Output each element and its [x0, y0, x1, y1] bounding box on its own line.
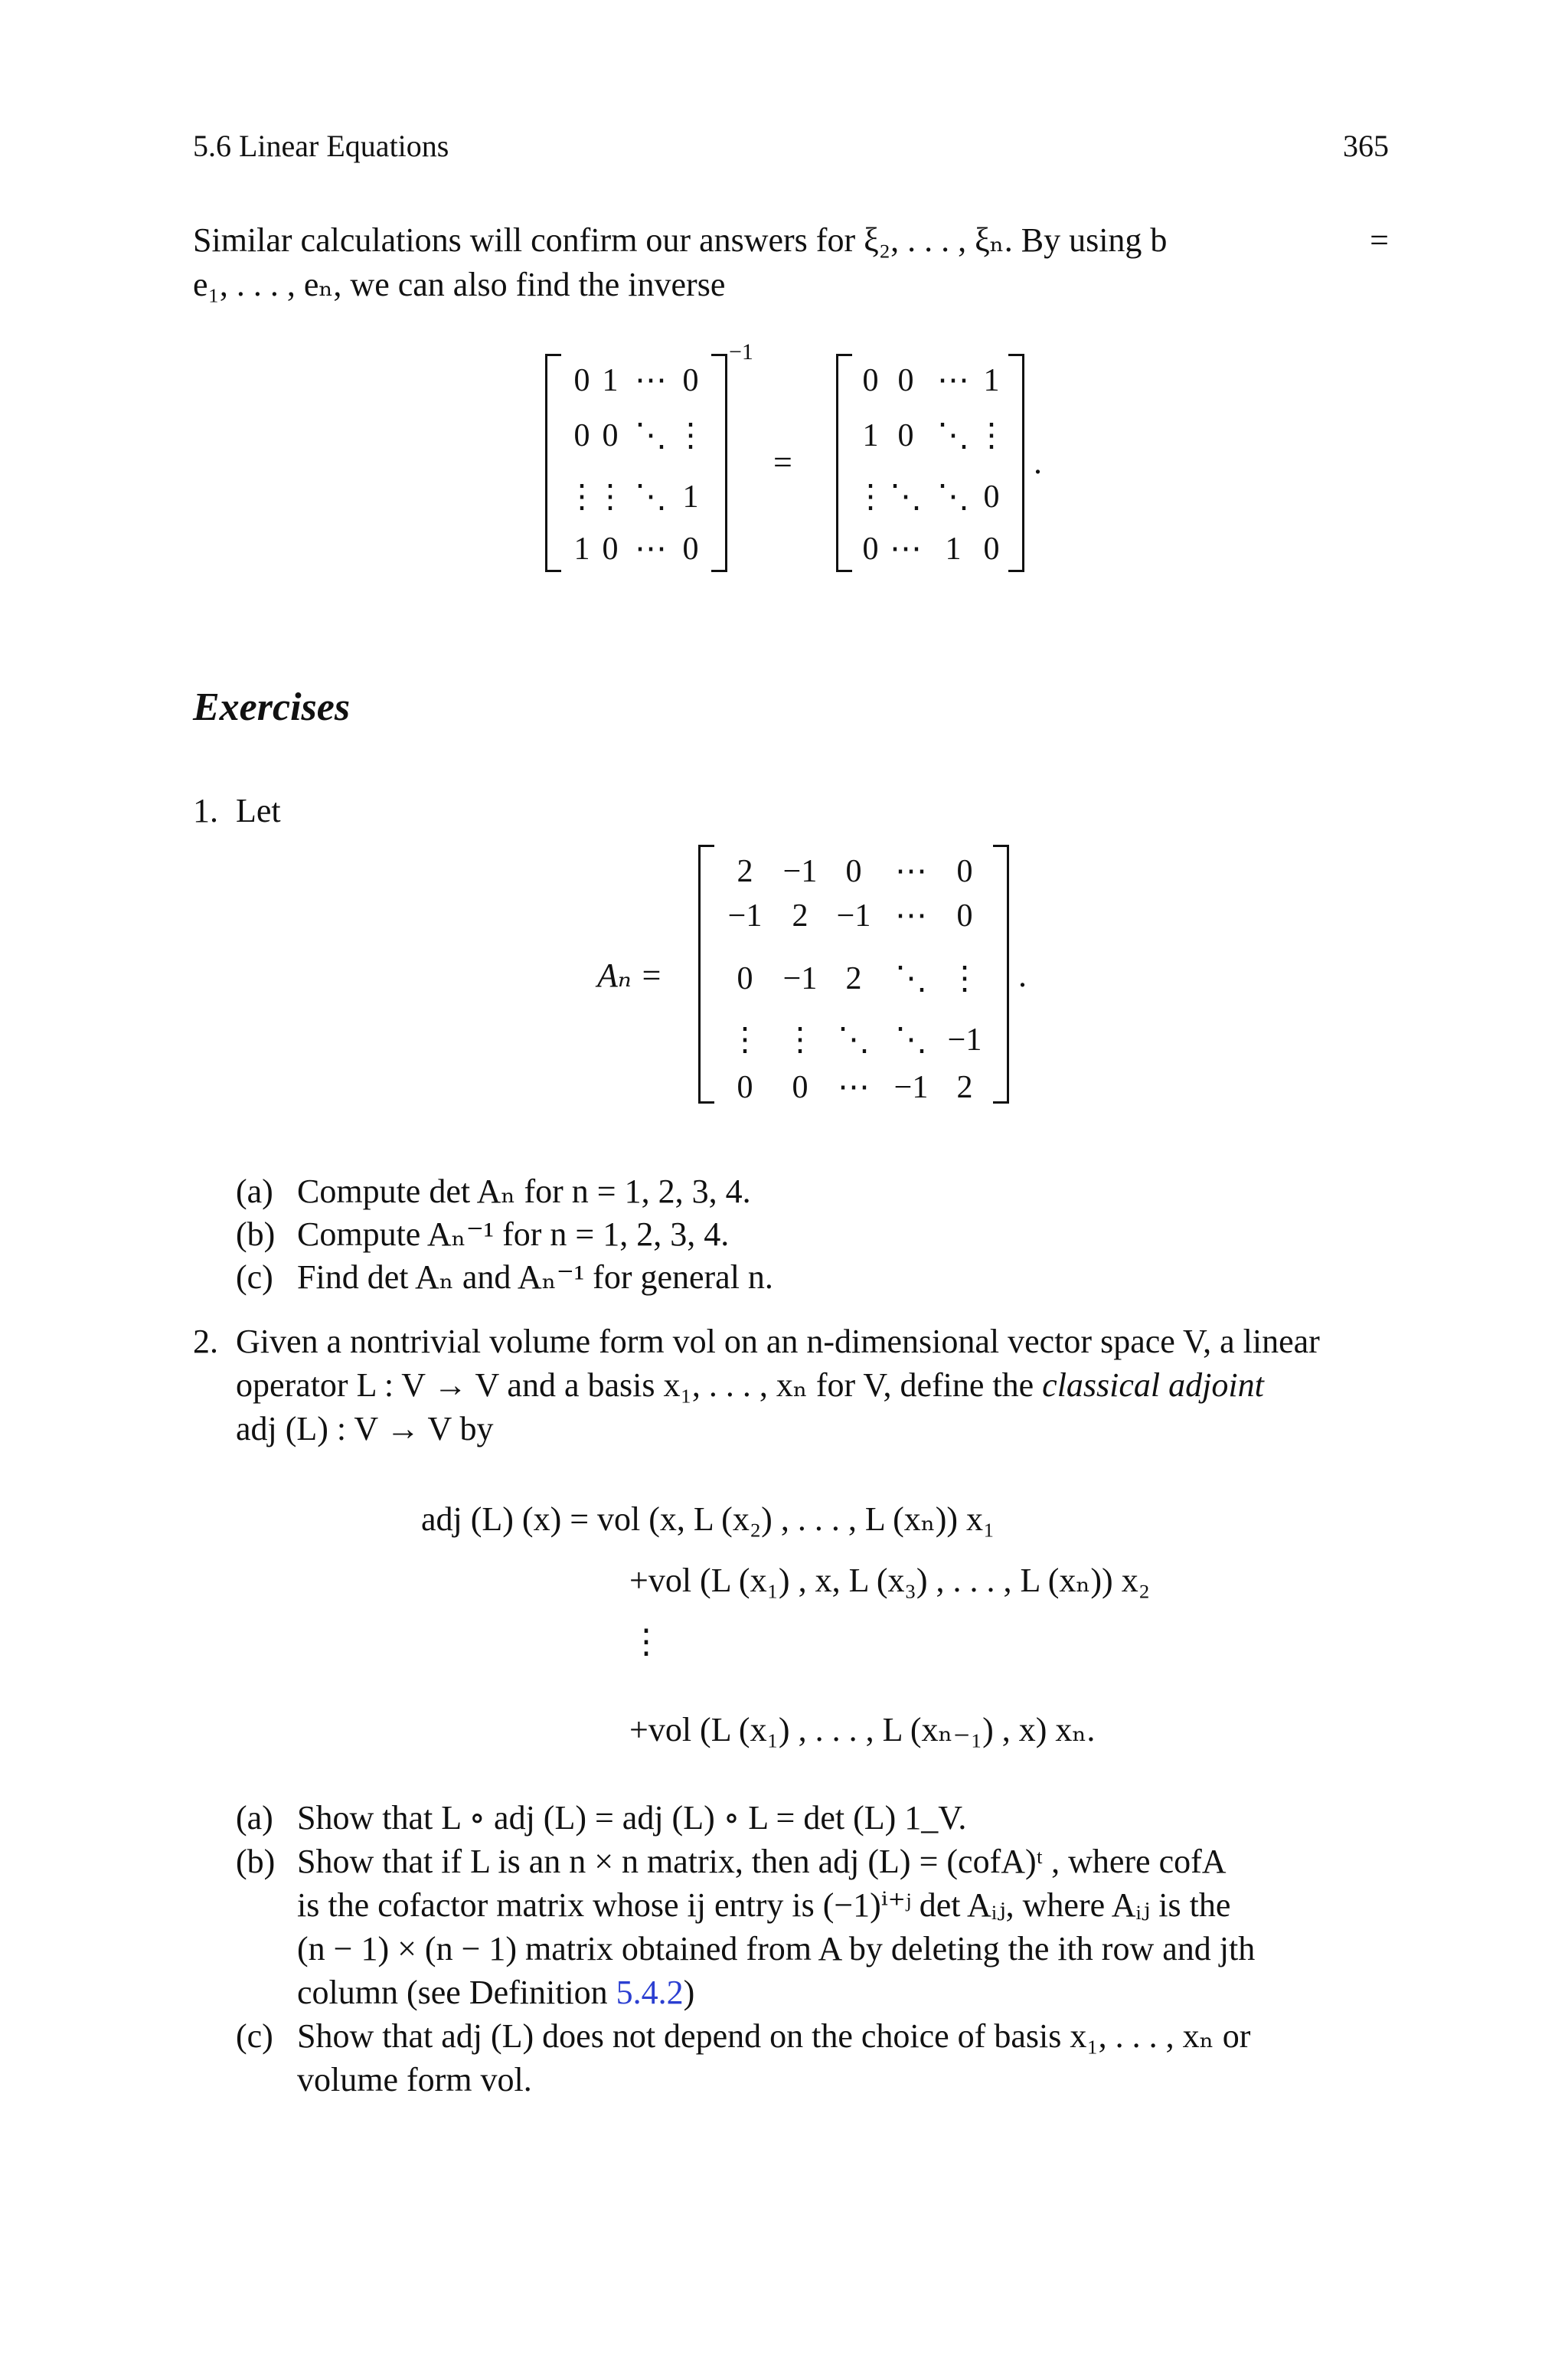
matrix-entry: ⋮ [675, 418, 707, 453]
inverse-exponent: −1 [729, 339, 753, 365]
exercise-2-part-b-line-4 [297, 1971, 694, 2014]
running-head: 5.6 Linear Equations [193, 129, 449, 163]
matrix-entry: 2 [956, 1070, 973, 1105]
part-b-line-4-close: ) [683, 1974, 695, 2011]
matrix-entry: 0 [602, 418, 619, 453]
matrix-entry: 0 [897, 418, 914, 453]
matrix-An [698, 845, 1009, 1104]
matrix-entry: ⋱ [895, 1022, 927, 1058]
matrix-entry: 1 [573, 532, 590, 567]
matrix-entry: 0 [737, 961, 753, 996]
part-label: (a) [236, 1173, 273, 1210]
period: . [1018, 957, 1027, 994]
exercise-2-part-a [236, 1796, 967, 1840]
matrix-entry: 0 [862, 363, 879, 398]
page-number: 365 [1343, 129, 1389, 163]
matrix-entry: 2 [792, 898, 808, 934]
matrix-entry: ⋯ [838, 1070, 870, 1105]
matrix-entry: ⋮ [854, 479, 887, 515]
matrix-entry: 1 [862, 418, 879, 453]
exercise-2-part-b-line-2: is the cofactor matrix whose ij entry is (−1)ⁱ⁺ʲ det Aᵢⱼ, where Aᵢⱼ is the [297, 1886, 1231, 1924]
exercise-2-part-b-line-3: (n − 1) × (n − 1) matrix obtained from A by deleting the ith row and jth [297, 1930, 1256, 1967]
matrix-entry: −1 [836, 898, 871, 934]
matrix-entry: ⋯ [890, 532, 922, 567]
equals-sign: = [773, 443, 792, 481]
matrix-entry: ⋱ [635, 418, 667, 453]
matrix-entry: ⋯ [895, 854, 927, 889]
part-label: (c) [236, 2017, 273, 2055]
exercise-1-part-a [236, 1169, 751, 1213]
part-text: Find det Aₙ and Aₙ⁻¹ for general n. [297, 1258, 773, 1296]
matrix-entry: 1 [945, 532, 962, 567]
exercise-1-number: 1. [193, 792, 218, 829]
matrix-entry: 1 [983, 363, 1000, 398]
intro-line-1 [193, 218, 1389, 262]
exercise-1-lead: Let [236, 792, 281, 829]
part-b-line-4-text: column (see Definition [297, 1974, 616, 2011]
part-text: Show that adj (L) does not depend on the choice of basis x₁, . . . , xₙ or [297, 2017, 1251, 2055]
matrix-permutation [545, 354, 727, 572]
definition-link[interactable]: 5.4.2 [616, 1974, 684, 2011]
part-text: Compute det Aₙ for n = 1, 2, 3, 4. [297, 1173, 751, 1210]
matrix-entry: 0 [845, 854, 862, 889]
matrix-entry: 0 [573, 418, 590, 453]
part-label: (b) [236, 1843, 276, 1880]
matrix-entry: ⋮ [566, 479, 598, 515]
exercise-2-line-1: Given a nontrivial volume form vol on an n-dimensional vector space V, a linear [236, 1323, 1320, 1360]
matrix-entry: ⋯ [895, 898, 927, 934]
matrix-entry: ⋱ [895, 961, 927, 996]
matrix-entry: 0 [862, 532, 879, 567]
adjoint-equation-line-4: +vol (L (x₁) , . . . , L (xₙ₋₁) , x) xₙ. [629, 1711, 1096, 1748]
matrix-entry: ⋱ [838, 1022, 870, 1058]
adjoint-equation-line-2: +vol (L (x₁) , x, L (x₃) , . . . , L (xₙ)) x₂ [629, 1562, 1151, 1599]
matrix-entry: 0 [682, 363, 699, 398]
matrix-entry: ⋱ [635, 479, 667, 515]
matrix-entry: 0 [956, 898, 973, 934]
matrix-entry: 2 [845, 961, 862, 996]
matrix-entry: −1 [782, 961, 818, 996]
matrix-entry: 0 [897, 363, 914, 398]
exercise-2-number: 2. [193, 1323, 218, 1360]
adjoint-equation-vdots: ⋮ [629, 1623, 663, 1660]
matrix-entry: 1 [682, 479, 699, 515]
part-label: (b) [236, 1215, 276, 1253]
exercise-2-part-c [236, 2014, 1251, 2058]
exercise-2-part-b [236, 1840, 1227, 1883]
matrix-inverse [836, 354, 1024, 572]
matrix-entry: −1 [782, 854, 818, 889]
matrix-entry: ⋱ [937, 479, 969, 515]
matrix-entry: 0 [602, 532, 619, 567]
part-label: (a) [236, 1799, 273, 1837]
matrix-entry: ⋱ [937, 418, 969, 453]
intro-line-1-equals: = [1370, 221, 1389, 259]
exercise-1-part-b [236, 1212, 730, 1256]
matrix-entry: ⋮ [975, 418, 1008, 453]
matrix-entry: ⋯ [937, 363, 969, 398]
matrix-An-label: Aₙ = [597, 957, 663, 994]
exercise-2-line-2 [236, 1363, 1264, 1407]
exercise-2-part-c-line-2: volume form vol. [297, 2061, 532, 2098]
matrix-entry: 0 [956, 854, 973, 889]
matrix-entry: ⋮ [949, 961, 981, 996]
matrix-entry: 0 [737, 1070, 753, 1105]
matrix-entry: ⋮ [594, 479, 626, 515]
matrix-entry: ⋯ [635, 363, 667, 398]
matrix-entry: 0 [792, 1070, 808, 1105]
matrix-entry: ⋮ [729, 1022, 761, 1058]
matrix-entry: 0 [983, 532, 1000, 567]
exercise-1-part-c [236, 1255, 773, 1299]
matrix-entry: 2 [737, 854, 753, 889]
matrix-entry: 0 [682, 532, 699, 567]
period: . [1034, 443, 1042, 481]
part-text: Show that L ∘ adj (L) = adj (L) ∘ L = det (L) 1_V. [297, 1799, 967, 1837]
intro-line-2: e₁, . . . , eₙ, we can also find the inverse [193, 266, 726, 303]
matrix-entry: −1 [727, 898, 763, 934]
matrix-entry: −1 [947, 1022, 982, 1058]
part-text: Compute Aₙ⁻¹ for n = 1, 2, 3, 4. [297, 1215, 730, 1253]
matrix-entry: 0 [573, 363, 590, 398]
intro-line-1-text: Similar calculations will confirm our answers for ξ₂, . . . , ξₙ. By using b [193, 221, 1168, 259]
exercise-2-line-2-text: operator L : V → V and a basis x₁, . . . , xₙ for V, define the [236, 1366, 1043, 1404]
part-label: (c) [236, 1258, 273, 1296]
matrix-entry: ⋮ [784, 1022, 816, 1058]
adjoint-equation-line-1: adj (L) (x) = vol (x, L (x₂) , . . . , L (xₙ)) x₁ [421, 1500, 995, 1538]
matrix-entry: −1 [893, 1070, 929, 1105]
matrix-entry: ⋯ [635, 532, 667, 567]
exercises-heading: Exercises [193, 685, 351, 729]
part-text: Show that if L is an n × n matrix, then adj (L) = (cofA)ᵗ , where cofA [297, 1843, 1227, 1880]
matrix-entry: 1 [602, 363, 619, 398]
classical-adjoint-term: classical adjoint [1042, 1366, 1264, 1404]
exercise-2-line-3: adj (L) : V → V by [236, 1410, 494, 1447]
matrix-entry: ⋱ [890, 479, 922, 515]
matrix-entry: 0 [983, 479, 1000, 515]
